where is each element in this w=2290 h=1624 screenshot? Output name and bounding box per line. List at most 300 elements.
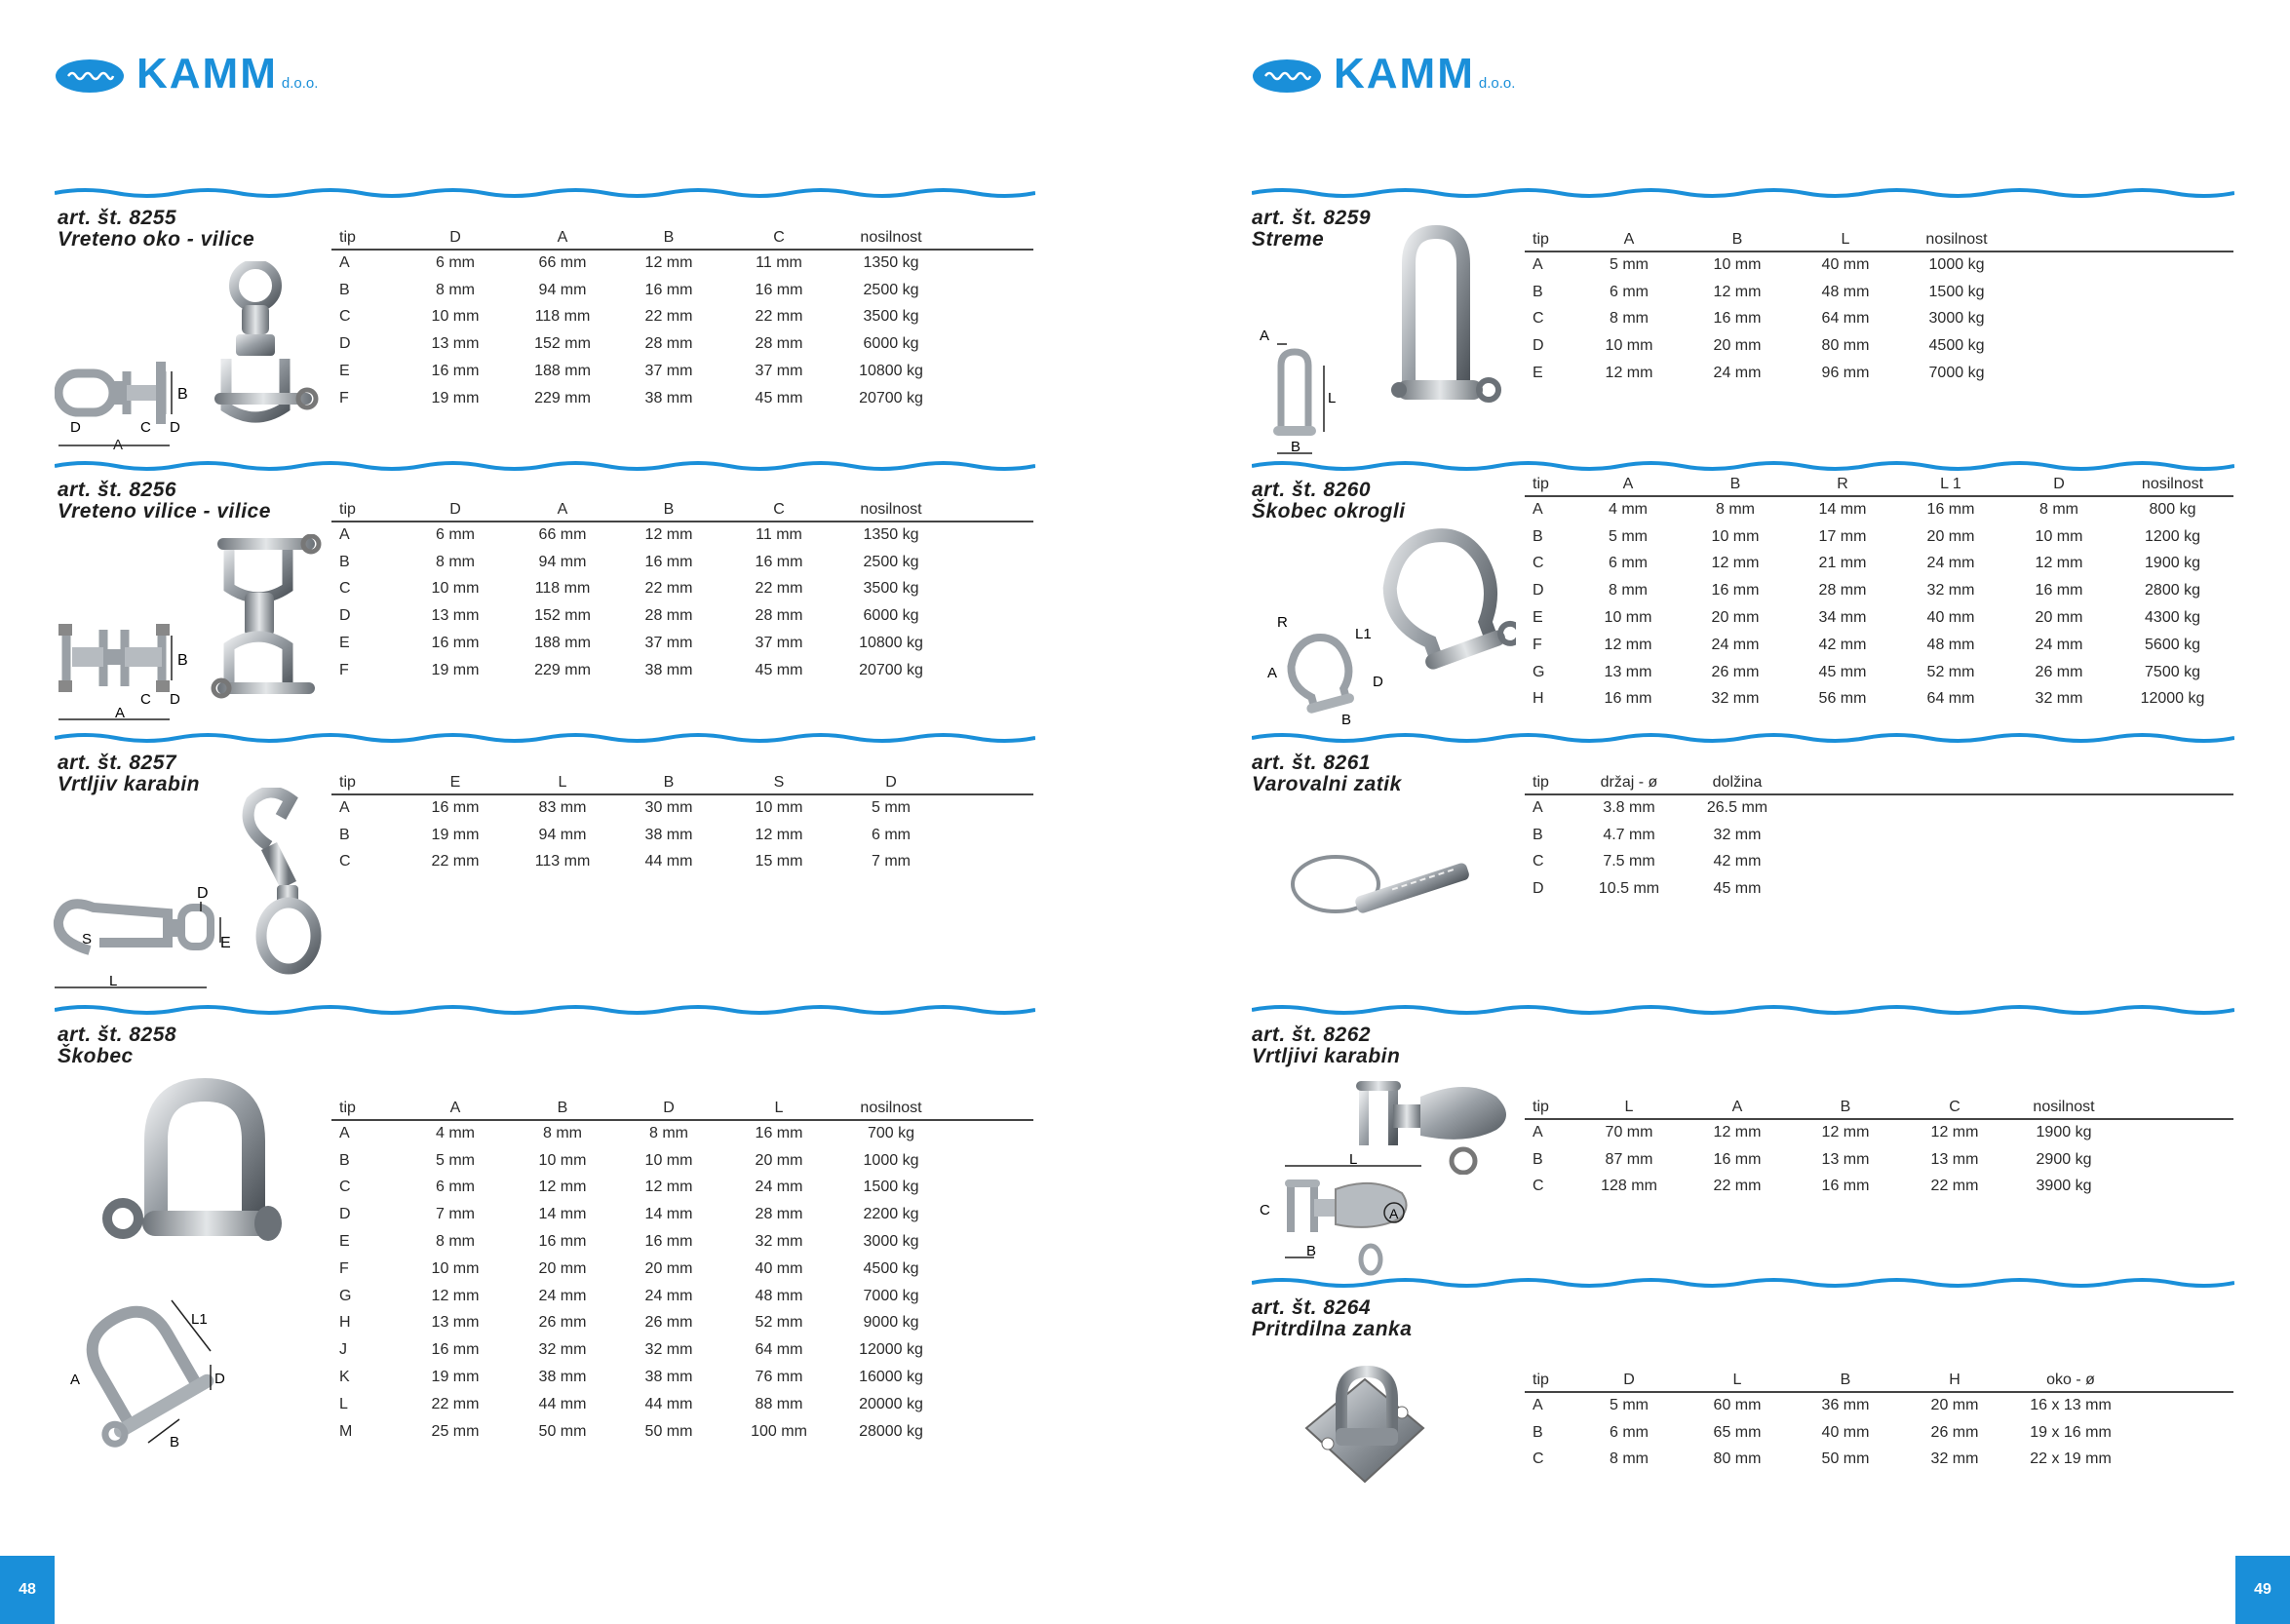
brand-name: KAMM bbox=[136, 50, 278, 97]
wave-divider bbox=[1252, 730, 2234, 746]
dim-label: A bbox=[1260, 328, 1270, 344]
table-row bbox=[331, 849, 1033, 876]
cell: J bbox=[339, 1341, 347, 1359]
cell: E bbox=[339, 1233, 350, 1251]
cell: D bbox=[339, 1206, 351, 1223]
table-row bbox=[331, 1364, 1033, 1391]
cell: 16 mm bbox=[431, 363, 480, 380]
cell: G bbox=[339, 1287, 352, 1304]
cell: 1350 kg bbox=[863, 526, 919, 544]
dim-label: D bbox=[70, 419, 81, 436]
product-title-8255 bbox=[58, 208, 254, 251]
col-header: B bbox=[1683, 230, 1792, 251]
cell: 12 mm bbox=[755, 826, 803, 843]
table-row bbox=[331, 1175, 1033, 1202]
table-row bbox=[1525, 1392, 2233, 1419]
col-header: D bbox=[1575, 1371, 1683, 1392]
cell: 6000 kg bbox=[863, 607, 919, 625]
cell: 16 mm bbox=[644, 553, 693, 570]
cell: 42 mm bbox=[1713, 853, 1762, 870]
cell: 32 mm bbox=[1930, 1450, 1979, 1468]
col-header: L 1 bbox=[1895, 475, 2006, 496]
cell: 40 mm bbox=[1926, 609, 1975, 627]
cell: 10 mm bbox=[431, 580, 480, 598]
cell: 6 mm bbox=[872, 826, 911, 843]
cell: 76 mm bbox=[755, 1369, 803, 1386]
col-spacer bbox=[946, 228, 1033, 250]
cell: 800 kg bbox=[2149, 501, 2196, 519]
cell: C bbox=[1533, 1450, 1544, 1468]
long-d-shackle-diagram bbox=[1256, 317, 1363, 463]
cell: 14 mm bbox=[538, 1206, 587, 1223]
d-shackle-diagram bbox=[66, 1296, 242, 1452]
cell: 12000 kg bbox=[859, 1341, 923, 1359]
brand-suffix: d.o.o. bbox=[1478, 75, 1516, 92]
cell: 42 mm bbox=[1818, 636, 1867, 653]
cell: 188 mm bbox=[534, 635, 591, 652]
cell: 8 mm bbox=[1609, 582, 1648, 599]
brand-logo-right bbox=[1252, 50, 1516, 97]
cell: 96 mm bbox=[1821, 365, 1870, 382]
cell: 60 mm bbox=[1713, 1397, 1762, 1414]
cell: 10 mm bbox=[2035, 527, 2083, 545]
wave-divider bbox=[55, 730, 1035, 746]
cell: 3500 kg bbox=[863, 580, 919, 598]
product-name: Škobec bbox=[58, 1045, 134, 1067]
cell: 1000 kg bbox=[863, 1151, 919, 1169]
spec-table-8255 bbox=[331, 228, 1033, 412]
cell: 38 mm bbox=[644, 389, 693, 406]
cell: 22 mm bbox=[431, 853, 480, 870]
cell: A bbox=[339, 1125, 350, 1142]
cell: 66 mm bbox=[538, 254, 587, 272]
cell: 13 mm bbox=[431, 335, 480, 353]
cell: 8 mm bbox=[649, 1125, 688, 1142]
cell: 40 mm bbox=[755, 1259, 803, 1277]
cell: 13 mm bbox=[1604, 663, 1652, 680]
col-header: R bbox=[1790, 475, 1895, 496]
cell: 5 mm bbox=[1610, 1397, 1649, 1414]
product-title-8258 bbox=[58, 1025, 176, 1067]
article-number: art. št. 8257 bbox=[58, 752, 177, 774]
col-header: B bbox=[1792, 1371, 1899, 1392]
cell: 152 mm bbox=[534, 607, 591, 625]
dim-label: D bbox=[214, 1371, 225, 1387]
col-header: tip bbox=[1525, 1098, 1575, 1119]
cell: 16 mm bbox=[1711, 582, 1760, 599]
cell: 52 mm bbox=[1926, 663, 1975, 680]
cell: 128 mm bbox=[1601, 1178, 1657, 1195]
table-header-row bbox=[331, 500, 1033, 522]
cell: 10800 kg bbox=[859, 635, 923, 652]
table-row bbox=[331, 822, 1033, 849]
safety-pin-photo bbox=[1287, 843, 1482, 931]
product-name: Vreteno oko - vilice bbox=[58, 228, 255, 251]
cell: 16 mm bbox=[1604, 690, 1652, 708]
col-header: nosilnost bbox=[2010, 1098, 2117, 1119]
cell: 7000 kg bbox=[863, 1287, 919, 1304]
cell: 16 mm bbox=[755, 1125, 803, 1142]
swivel-jaw-jaw-diagram bbox=[55, 620, 201, 727]
cell: 16 mm bbox=[431, 1341, 480, 1359]
cell: 38 mm bbox=[644, 661, 693, 678]
col-header: držaj - ø bbox=[1575, 773, 1683, 794]
cell: 13 mm bbox=[1930, 1150, 1979, 1168]
col-header: B bbox=[1681, 475, 1790, 496]
spec-table-8258 bbox=[331, 1099, 1033, 1446]
cell: 7 mm bbox=[436, 1206, 475, 1223]
cell: 8 mm bbox=[1610, 310, 1649, 328]
table-row bbox=[1525, 523, 2233, 551]
col-spacer bbox=[2117, 1098, 2233, 1119]
wave-divider bbox=[1252, 458, 2234, 474]
cell: 13 mm bbox=[1821, 1150, 1870, 1168]
cell: 80 mm bbox=[1821, 337, 1870, 355]
table-row bbox=[331, 250, 1033, 277]
swivel-snap-hook-diagram bbox=[51, 882, 246, 994]
col-header: L bbox=[1575, 1098, 1683, 1119]
table-row bbox=[331, 657, 1033, 684]
table-row bbox=[331, 358, 1033, 385]
cell: 16 mm bbox=[1821, 1178, 1870, 1195]
cell: 36 mm bbox=[1821, 1397, 1870, 1414]
table-header-row bbox=[1525, 773, 2233, 794]
cell: 22 mm bbox=[755, 308, 803, 326]
cell: 1350 kg bbox=[863, 254, 919, 272]
cell: B bbox=[339, 1151, 350, 1169]
cell: 24 mm bbox=[1713, 365, 1762, 382]
table-row bbox=[331, 304, 1033, 331]
col-header: B bbox=[1792, 1098, 1899, 1119]
dim-label: L1 bbox=[1355, 626, 1372, 642]
col-header: S bbox=[721, 773, 836, 794]
col-header: tip bbox=[1525, 230, 1575, 251]
col-header: A bbox=[509, 228, 616, 250]
cell: E bbox=[1533, 609, 1543, 627]
spec-table-8260 bbox=[1525, 475, 2233, 713]
cell: 50 mm bbox=[644, 1422, 693, 1440]
table-row bbox=[1525, 794, 2233, 822]
cell: 7 mm bbox=[872, 853, 911, 870]
cell: 19 mm bbox=[431, 1369, 480, 1386]
cell: 3.8 mm bbox=[1603, 799, 1655, 817]
table-row bbox=[1525, 604, 2233, 632]
cell: D bbox=[1533, 337, 1544, 355]
cell: 22 mm bbox=[431, 1395, 480, 1412]
cell: 24 mm bbox=[644, 1287, 693, 1304]
col-header: A bbox=[509, 500, 616, 522]
cell: 8 mm bbox=[436, 553, 475, 570]
page-number-right: 49 bbox=[2235, 1556, 2290, 1624]
col-header: tip bbox=[1525, 773, 1575, 794]
cell: 8 mm bbox=[543, 1125, 582, 1142]
dim-label: A bbox=[1267, 665, 1278, 681]
cell: 24 mm bbox=[1926, 555, 1975, 572]
cell: 1500 kg bbox=[1928, 283, 1985, 300]
cell: 12 mm bbox=[644, 1179, 693, 1196]
table-row bbox=[1525, 251, 2233, 279]
cell: 94 mm bbox=[538, 281, 587, 298]
cell: 3900 kg bbox=[2036, 1178, 2092, 1195]
cell: 28 mm bbox=[644, 335, 693, 353]
col-header: H bbox=[1899, 1371, 2010, 1392]
col-header: B bbox=[616, 773, 721, 794]
cell: 2200 kg bbox=[863, 1206, 919, 1223]
col-header: tip bbox=[331, 773, 402, 794]
cell: 94 mm bbox=[538, 553, 587, 570]
cell: 20 mm bbox=[755, 1151, 803, 1169]
cell: 8 mm bbox=[2039, 501, 2078, 519]
cell: H bbox=[339, 1314, 351, 1332]
col-header: D bbox=[402, 500, 509, 522]
table-row bbox=[1525, 496, 2233, 523]
cell: 12000 kg bbox=[2140, 690, 2205, 708]
cell: F bbox=[339, 661, 349, 678]
table-row bbox=[331, 630, 1033, 657]
cell: 19 mm bbox=[431, 826, 480, 843]
cell: 38 mm bbox=[644, 1369, 693, 1386]
cell: 26 mm bbox=[538, 1314, 587, 1332]
table-row bbox=[331, 1418, 1033, 1446]
cell: 1000 kg bbox=[1928, 256, 1985, 274]
dim-label: D bbox=[197, 885, 209, 902]
cell: H bbox=[1533, 690, 1544, 708]
dim-label: A bbox=[115, 705, 126, 721]
cell: 32 mm bbox=[2035, 690, 2083, 708]
dim-label: C bbox=[140, 419, 151, 436]
cell: 10 mm bbox=[431, 1259, 480, 1277]
cell: 8 mm bbox=[436, 1233, 475, 1251]
cell: 15 mm bbox=[755, 853, 803, 870]
cell: 16 mm bbox=[755, 281, 803, 298]
cell: A bbox=[339, 254, 350, 272]
cell: 37 mm bbox=[755, 635, 803, 652]
cell: 12 mm bbox=[431, 1287, 480, 1304]
dim-label: B bbox=[1291, 439, 1301, 455]
cell: A bbox=[1533, 799, 1543, 817]
cell: 20 mm bbox=[1930, 1397, 1979, 1414]
cell: E bbox=[339, 635, 350, 652]
cell: 28 mm bbox=[755, 335, 803, 353]
cell: 32 mm bbox=[755, 1233, 803, 1251]
dim-label: B bbox=[1341, 712, 1352, 728]
cell: 19 mm bbox=[431, 389, 480, 406]
table-row bbox=[1525, 632, 2233, 659]
cell: 30 mm bbox=[644, 799, 693, 817]
pad-eye-photo bbox=[1297, 1360, 1433, 1491]
long-d-shackle-photo bbox=[1379, 224, 1506, 414]
cell: 26 mm bbox=[644, 1314, 693, 1332]
cell: 14 mm bbox=[1818, 501, 1867, 519]
cell: 94 mm bbox=[538, 826, 587, 843]
product-title-8256 bbox=[58, 480, 271, 522]
cell: 50 mm bbox=[1821, 1450, 1870, 1468]
table-header-row bbox=[331, 228, 1033, 250]
cell: 34 mm bbox=[1818, 609, 1867, 627]
cell: 44 mm bbox=[644, 1395, 693, 1412]
cell: 28 mm bbox=[755, 1206, 803, 1223]
cell: 64 mm bbox=[1821, 310, 1870, 328]
cell: B bbox=[1533, 1423, 1543, 1441]
cell: E bbox=[339, 363, 350, 380]
cell: 22 mm bbox=[1930, 1178, 1979, 1195]
cell: 37 mm bbox=[644, 363, 693, 380]
dim-label: B bbox=[177, 386, 188, 403]
cell: C bbox=[1533, 1178, 1544, 1195]
cell: 6 mm bbox=[436, 1179, 475, 1196]
col-spacer bbox=[1792, 773, 2233, 794]
cell: 44 mm bbox=[538, 1395, 587, 1412]
brand-name: KAMM bbox=[1334, 50, 1475, 97]
article-number: art. št. 8262 bbox=[1252, 1024, 1372, 1046]
product-title-8262 bbox=[1252, 1025, 1400, 1067]
spec-table-8259 bbox=[1525, 230, 2233, 387]
cell: 10800 kg bbox=[859, 363, 923, 380]
dim-label: C bbox=[1260, 1202, 1270, 1218]
cell: 13 mm bbox=[431, 1314, 480, 1332]
cell: 16000 kg bbox=[859, 1369, 923, 1386]
product-name: Vrtljiv karabin bbox=[58, 773, 201, 795]
table-row bbox=[1525, 659, 2233, 686]
col-header: L bbox=[1792, 230, 1899, 251]
cell: B bbox=[1533, 1150, 1543, 1168]
article-number: art. št. 8258 bbox=[58, 1024, 177, 1046]
cell: 66 mm bbox=[538, 526, 587, 544]
d-shackle-photo bbox=[97, 1072, 292, 1257]
col-header: E bbox=[402, 773, 509, 794]
table-row bbox=[331, 1120, 1033, 1147]
cell: 16 mm bbox=[644, 281, 693, 298]
cell: 2500 kg bbox=[863, 553, 919, 570]
cell: 4.7 mm bbox=[1603, 826, 1655, 843]
table-row bbox=[1525, 1174, 2233, 1201]
cell: 152 mm bbox=[534, 335, 591, 353]
col-header: B bbox=[616, 500, 721, 522]
cell: 1900 kg bbox=[2036, 1124, 2092, 1141]
product-title-8259 bbox=[1252, 208, 1371, 251]
dim-label: E bbox=[220, 935, 231, 951]
cell: 44 mm bbox=[644, 853, 693, 870]
wave-divider bbox=[1252, 1002, 2234, 1018]
cell: 20 mm bbox=[1926, 527, 1975, 545]
cell: 19 x 16 mm bbox=[2030, 1423, 2112, 1441]
col-header: D bbox=[2006, 475, 2112, 496]
dim-label: D bbox=[170, 419, 180, 436]
article-number: art. št. 8264 bbox=[1252, 1296, 1372, 1319]
product-title-8257 bbox=[58, 753, 200, 795]
cell: 88 mm bbox=[755, 1395, 803, 1412]
col-header: A bbox=[1683, 1098, 1792, 1119]
cell: 13 mm bbox=[431, 607, 480, 625]
cell: 188 mm bbox=[534, 363, 591, 380]
cell: 12 mm bbox=[1604, 636, 1652, 653]
table-row bbox=[331, 1147, 1033, 1175]
dim-label: B bbox=[1306, 1243, 1317, 1259]
dim-label: A bbox=[1389, 1206, 1399, 1221]
cell: 8 mm bbox=[1716, 501, 1755, 519]
cell: 700 kg bbox=[867, 1125, 915, 1142]
cell: 6 mm bbox=[1609, 555, 1648, 572]
cell: 8 mm bbox=[436, 281, 475, 298]
cell: 10 mm bbox=[755, 799, 803, 817]
table-row bbox=[1525, 822, 2233, 849]
table-row bbox=[1525, 849, 2233, 876]
cell: 2900 kg bbox=[2036, 1150, 2092, 1168]
cell: F bbox=[1533, 636, 1542, 653]
dim-label: C bbox=[140, 691, 151, 708]
cell: 20700 kg bbox=[859, 389, 923, 406]
col-header: A bbox=[1575, 475, 1681, 496]
cell: 12 mm bbox=[644, 254, 693, 272]
cell: 32 mm bbox=[538, 1341, 587, 1359]
cell: 5600 kg bbox=[2145, 636, 2200, 653]
table-header-row bbox=[1525, 230, 2233, 251]
cell: 22 mm bbox=[1713, 1178, 1762, 1195]
cell: 14 mm bbox=[644, 1206, 693, 1223]
cell: A bbox=[1533, 501, 1543, 519]
cell: 64 mm bbox=[755, 1341, 803, 1359]
swivel-eye-jaw-photo bbox=[205, 261, 322, 432]
cell: D bbox=[1533, 582, 1544, 599]
cell: B bbox=[339, 281, 350, 298]
cell: 12 mm bbox=[644, 526, 693, 544]
cell: 10 mm bbox=[431, 308, 480, 326]
cell: 37 mm bbox=[644, 635, 693, 652]
table-row bbox=[331, 277, 1033, 304]
cell: 4500 kg bbox=[863, 1259, 919, 1277]
cell: 26 mm bbox=[1711, 663, 1760, 680]
col-header: tip bbox=[1525, 475, 1575, 496]
cell: 5 mm bbox=[1610, 256, 1649, 274]
table-row bbox=[331, 1256, 1033, 1283]
cell: 25 mm bbox=[431, 1422, 480, 1440]
col-header: D bbox=[836, 773, 946, 794]
col-header: L bbox=[721, 1099, 836, 1120]
dim-label: A bbox=[70, 1372, 81, 1388]
cell: L bbox=[339, 1395, 348, 1412]
spec-table-8262 bbox=[1525, 1098, 2233, 1200]
cell: 113 mm bbox=[534, 853, 591, 870]
table-header-row bbox=[1525, 1371, 2233, 1392]
table-row bbox=[331, 549, 1033, 576]
cell: C bbox=[1533, 853, 1544, 870]
cell: 19 mm bbox=[431, 661, 480, 678]
cell: 11 mm bbox=[756, 526, 802, 544]
cell: 22 mm bbox=[644, 308, 693, 326]
cell: B bbox=[339, 826, 350, 843]
cell: 11 mm bbox=[756, 254, 802, 272]
table-header-row bbox=[331, 773, 1033, 794]
article-number: art. št. 8261 bbox=[1252, 752, 1372, 774]
bow-shackle-photo bbox=[1379, 526, 1516, 682]
product-title-8260 bbox=[1252, 480, 1406, 522]
cell: 40 mm bbox=[1821, 1423, 1870, 1441]
cell: 20 mm bbox=[1713, 337, 1762, 355]
table-header-row bbox=[1525, 475, 2233, 496]
cell: 10.5 mm bbox=[1598, 880, 1660, 898]
col-header: A bbox=[1575, 230, 1683, 251]
cell: 12 mm bbox=[1713, 283, 1762, 300]
cell: 24 mm bbox=[1711, 636, 1760, 653]
col-header: L bbox=[1683, 1371, 1792, 1392]
cell: 22 mm bbox=[755, 580, 803, 598]
col-header: C bbox=[721, 500, 836, 522]
cell: 28000 kg bbox=[859, 1422, 923, 1440]
col-header: A bbox=[402, 1099, 509, 1120]
cell: 37 mm bbox=[755, 363, 803, 380]
dim-label: L bbox=[109, 973, 118, 989]
cell: 6000 kg bbox=[863, 335, 919, 353]
